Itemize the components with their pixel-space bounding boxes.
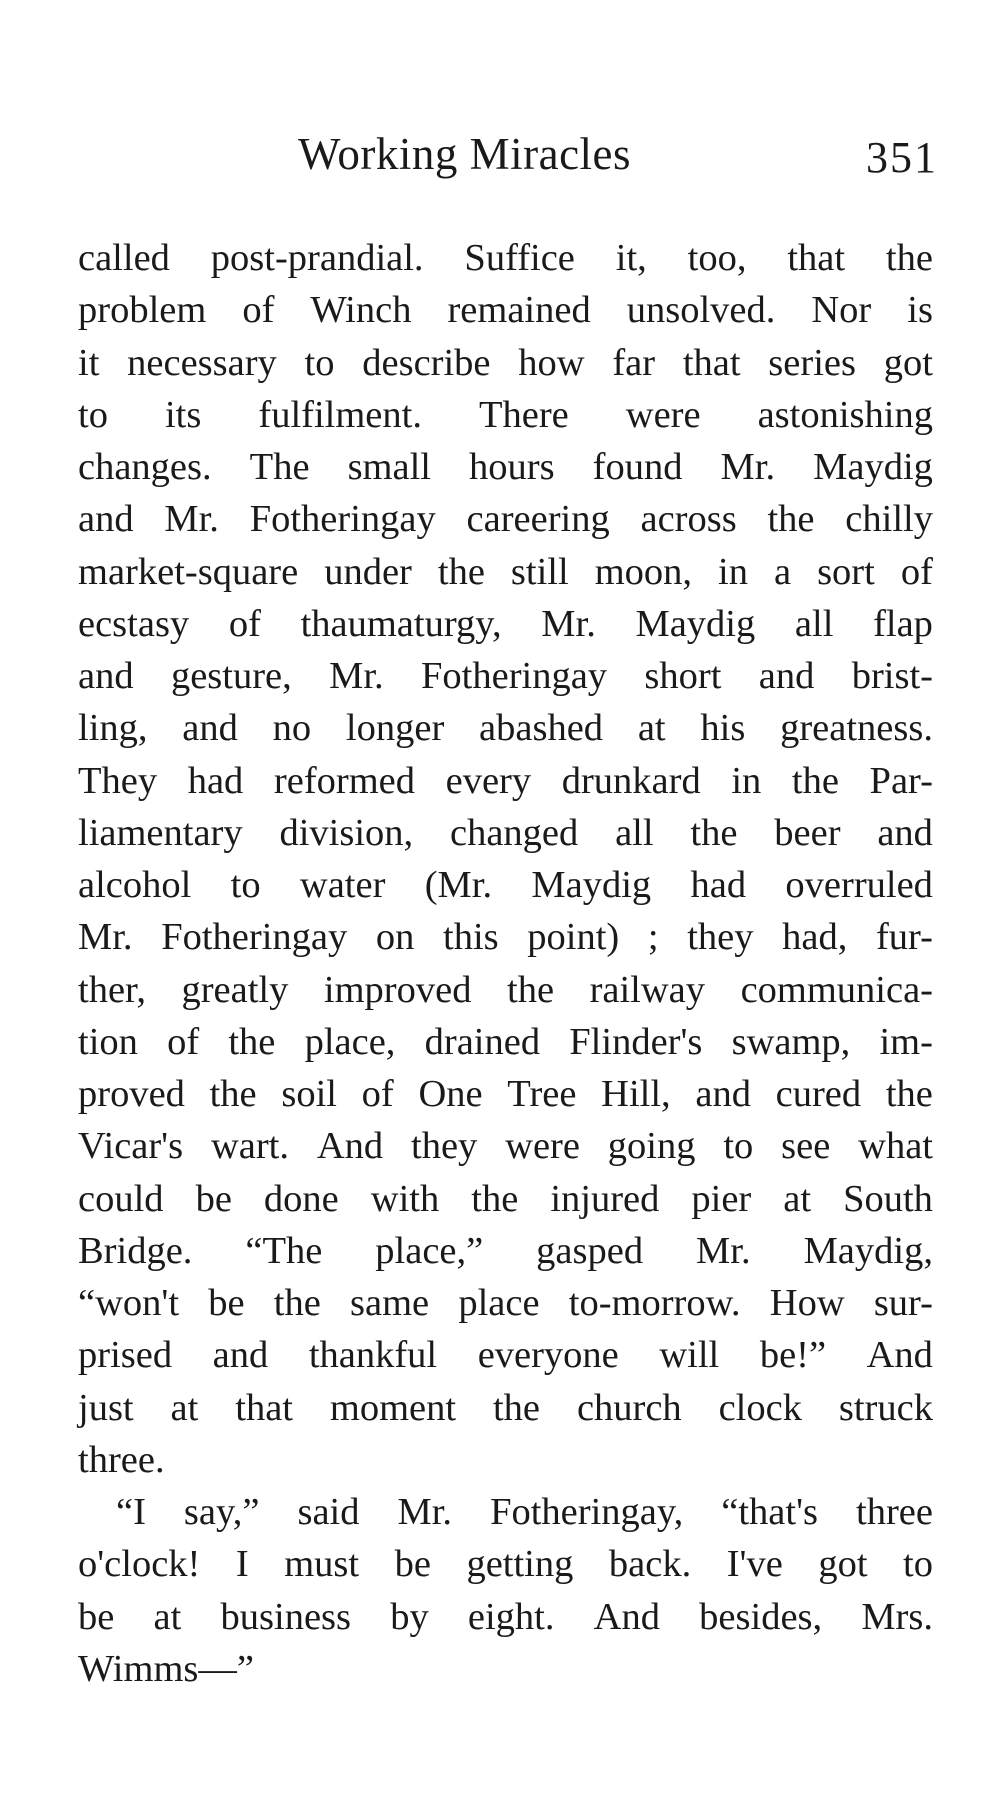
word: And: [316, 1125, 384, 1168]
text-line: [78, 546, 933, 598]
paragraph-first-line: [78, 1486, 933, 1538]
word: gasped: [536, 1229, 644, 1272]
word: and: [78, 655, 134, 697]
word: business: [220, 1595, 351, 1638]
word: and: [877, 811, 933, 854]
word: church: [576, 1386, 682, 1429]
word: everyone: [477, 1334, 619, 1377]
text-line: [78, 1591, 933, 1643]
word: South: [843, 1177, 933, 1220]
word: communica-: [740, 968, 933, 1011]
word: railway: [589, 968, 706, 1011]
word: sur-: [873, 1282, 933, 1324]
word: The: [249, 446, 310, 488]
word: besides,: [699, 1595, 823, 1638]
word: still: [510, 550, 569, 593]
word: Nor: [811, 289, 872, 332]
word: could: [78, 1177, 164, 1220]
word: clock: [718, 1386, 802, 1429]
word: say,”: [183, 1491, 260, 1533]
word: were: [625, 393, 701, 436]
word: tion: [78, 1020, 138, 1063]
word: said: [297, 1491, 360, 1533]
word: called: [78, 237, 170, 279]
word: see: [781, 1125, 831, 1168]
text-line: [78, 441, 933, 493]
text-line: [78, 1225, 933, 1277]
word: moment: [329, 1386, 457, 1429]
word: its: [164, 393, 202, 436]
word: his: [700, 707, 746, 750]
word: struck: [838, 1386, 933, 1429]
word: abashed: [479, 707, 604, 750]
word: sort: [817, 550, 875, 593]
word: Fotheringay,: [490, 1491, 684, 1533]
word: three: [856, 1491, 933, 1533]
word: the: [437, 550, 485, 593]
word: of: [228, 602, 261, 645]
word: at: [783, 1177, 812, 1220]
word: far: [612, 341, 656, 384]
word: across: [640, 498, 737, 541]
word: the: [885, 237, 933, 279]
word: short: [644, 655, 722, 697]
word: alcohol: [78, 864, 192, 906]
word: be: [78, 1595, 115, 1638]
word: fulfilment.: [258, 393, 422, 436]
word: at: [153, 1595, 182, 1638]
word: moon,: [594, 550, 693, 593]
text-line: [78, 911, 933, 963]
word: and: [695, 1073, 751, 1115]
word: had: [690, 864, 747, 906]
word: the: [273, 1282, 321, 1324]
text-line: [78, 1173, 933, 1225]
word: unsolved.: [626, 289, 776, 332]
word: how: [518, 341, 585, 384]
word: of: [361, 1073, 394, 1115]
word: fur-: [875, 916, 933, 959]
word: astonishing: [757, 393, 933, 436]
word: ther,: [78, 968, 146, 1011]
running-head: [78, 128, 938, 188]
word: soil: [281, 1073, 337, 1115]
word: with: [370, 1177, 440, 1220]
word: place,: [304, 1020, 396, 1063]
word: of: [167, 1020, 200, 1063]
word: And: [866, 1334, 933, 1377]
word: at: [637, 707, 666, 750]
word: place: [458, 1282, 540, 1324]
word: beer: [774, 811, 841, 854]
text-line: [78, 1329, 933, 1381]
word: thaumaturgy,: [300, 602, 502, 645]
word: Mr.: [397, 1491, 453, 1533]
text-line: [78, 702, 933, 754]
word: eight.: [467, 1595, 555, 1638]
word: “The: [245, 1229, 323, 1272]
word: improved: [323, 968, 472, 1011]
word: to: [304, 341, 335, 384]
word: o'clock!: [78, 1543, 201, 1586]
word: by: [390, 1595, 429, 1638]
word: and: [212, 1334, 269, 1377]
word: market-square: [78, 550, 299, 593]
word: One: [418, 1073, 483, 1115]
word: be: [195, 1177, 232, 1220]
word: at: [170, 1386, 199, 1429]
word: ecstasy: [78, 602, 190, 645]
word: overruled: [785, 864, 933, 906]
text-line: [78, 859, 933, 911]
word: be: [208, 1282, 245, 1324]
word: and: [78, 498, 134, 541]
word: to: [903, 1543, 933, 1586]
word: proved: [78, 1073, 185, 1115]
word: I: [235, 1543, 249, 1586]
word: There: [478, 393, 569, 436]
word: changed: [449, 811, 579, 854]
word: done: [263, 1177, 339, 1220]
word: all: [615, 811, 654, 854]
word: changes.: [78, 446, 212, 488]
word: I've: [726, 1543, 783, 1586]
word: of: [900, 550, 933, 593]
paragraph-end-line: Wimms—”: [78, 1647, 254, 1690]
text-line: [78, 755, 933, 807]
word: a: [773, 550, 792, 593]
word: found: [592, 446, 683, 488]
word: “won't: [78, 1282, 180, 1324]
word: wart.: [210, 1125, 289, 1168]
word: reformed: [273, 759, 416, 802]
text-line: [78, 964, 933, 1016]
word: Tree: [507, 1073, 577, 1115]
word: describe: [362, 341, 491, 384]
text-line: [78, 232, 933, 284]
word: Mr.: [720, 446, 776, 488]
word: and: [758, 655, 815, 697]
text-line: [78, 284, 933, 336]
word: flap: [873, 602, 933, 645]
word: that: [787, 237, 846, 279]
text-line: [78, 1538, 933, 1590]
word: back.: [608, 1543, 692, 1586]
word: the: [791, 759, 839, 802]
word: just: [78, 1386, 134, 1429]
word: ;: [647, 916, 659, 959]
word: Par-: [869, 759, 933, 802]
word: the: [690, 811, 738, 854]
word: “that's: [721, 1491, 818, 1533]
text-line: [78, 807, 933, 859]
word: (Mr.: [424, 864, 493, 906]
word: brist-: [851, 655, 933, 697]
word: Maydig,: [803, 1229, 933, 1272]
word: swamp,: [731, 1020, 851, 1063]
word: gesture,: [170, 655, 292, 697]
word: the: [767, 498, 815, 541]
word: Mrs.: [861, 1595, 933, 1638]
word: hours: [469, 446, 555, 488]
word: too,: [687, 237, 747, 279]
word: Mr.: [164, 498, 219, 541]
word: And: [593, 1595, 660, 1638]
word: to: [723, 1125, 754, 1168]
text-line: [78, 1016, 933, 1068]
word: Maydig: [531, 864, 652, 906]
word: to-morrow.: [568, 1282, 741, 1324]
word: is: [907, 289, 933, 332]
word: Mr.: [541, 602, 596, 645]
word: careering: [466, 498, 610, 541]
word: got: [883, 341, 933, 384]
word: place,”: [375, 1229, 484, 1272]
word: series: [768, 341, 856, 384]
word: Vicar's: [78, 1125, 184, 1168]
word: division,: [279, 811, 414, 854]
word: point): [527, 916, 620, 959]
word: and: [182, 707, 238, 750]
word: cured: [775, 1073, 862, 1115]
word: got: [818, 1543, 868, 1586]
word: necessary: [127, 341, 277, 384]
word: greatness.: [780, 707, 933, 750]
word: Fotheringay: [161, 916, 348, 959]
word: the: [885, 1073, 933, 1115]
text-line: [78, 1277, 933, 1329]
word: “I: [116, 1491, 146, 1533]
word: that: [235, 1386, 293, 1429]
word: They: [78, 759, 158, 802]
word: getting: [466, 1543, 574, 1586]
word: the: [228, 1020, 276, 1063]
text-line: [78, 389, 933, 441]
word: chilly: [845, 498, 933, 541]
word: small: [347, 446, 431, 488]
word: Hill,: [601, 1073, 671, 1115]
word: under: [324, 550, 412, 593]
word: the: [507, 968, 555, 1011]
text-line: [78, 1120, 933, 1172]
word: water: [299, 864, 386, 906]
word: prised: [78, 1334, 173, 1377]
word: every: [445, 759, 532, 802]
word: same: [350, 1282, 430, 1324]
text-line: [78, 650, 933, 702]
word: Fotheringay: [421, 655, 608, 697]
word: be: [394, 1543, 431, 1586]
word: Maydig: [635, 602, 756, 645]
text-line: [78, 1068, 933, 1120]
word: they: [411, 1125, 478, 1168]
word: the: [492, 1386, 541, 1429]
word: the: [209, 1073, 257, 1115]
paragraph-end-line: three.: [78, 1438, 165, 1481]
word: pier: [691, 1177, 752, 1220]
word: Mr.: [329, 655, 384, 697]
word: greatly: [181, 968, 289, 1011]
word: Maydig: [813, 446, 933, 488]
word: Fotheringay: [249, 498, 436, 541]
word: were: [505, 1125, 580, 1168]
word: that: [682, 341, 741, 384]
word: it,: [615, 237, 647, 279]
word: it: [78, 341, 100, 384]
word: in: [718, 550, 748, 593]
text-line: [78, 493, 933, 545]
word: longer: [345, 707, 445, 750]
word: Flinder's: [569, 1020, 703, 1063]
word: im-: [879, 1020, 933, 1063]
word: problem: [78, 289, 207, 332]
word: all: [794, 602, 834, 645]
word: Bridge.: [78, 1229, 193, 1272]
word: no: [272, 707, 312, 750]
word: Suffice: [464, 237, 575, 279]
body-text: [78, 232, 933, 1695]
word: ling,: [78, 707, 148, 750]
word: injured: [550, 1177, 660, 1220]
word: drunkard: [561, 759, 701, 802]
word: Mr.: [696, 1229, 751, 1272]
word: must: [284, 1543, 360, 1586]
text-line: [78, 598, 933, 650]
word: to: [78, 393, 108, 436]
word: going: [607, 1125, 696, 1168]
word: be!”: [759, 1334, 827, 1377]
word: will: [659, 1334, 720, 1377]
word: of: [242, 289, 275, 332]
word: thankful: [308, 1334, 438, 1377]
running-title: Working Miracles: [298, 129, 632, 179]
page-number: 351: [866, 133, 938, 182]
word: had,: [782, 916, 848, 959]
word: in: [731, 759, 762, 802]
text-line: [78, 1382, 933, 1434]
word: How: [769, 1282, 845, 1324]
word: Winch: [310, 289, 412, 332]
word: this: [443, 916, 499, 959]
text-line: [78, 337, 933, 389]
word: Mr.: [78, 916, 133, 959]
word: drained: [424, 1020, 541, 1063]
word: the: [471, 1177, 519, 1220]
word: had: [187, 759, 244, 802]
word: liamentary: [78, 811, 243, 854]
word: they: [687, 916, 754, 959]
word: remained: [447, 289, 591, 332]
word: to: [230, 864, 261, 906]
word: what: [858, 1125, 933, 1168]
word: post-prandial.: [210, 237, 424, 279]
word: on: [375, 916, 415, 959]
